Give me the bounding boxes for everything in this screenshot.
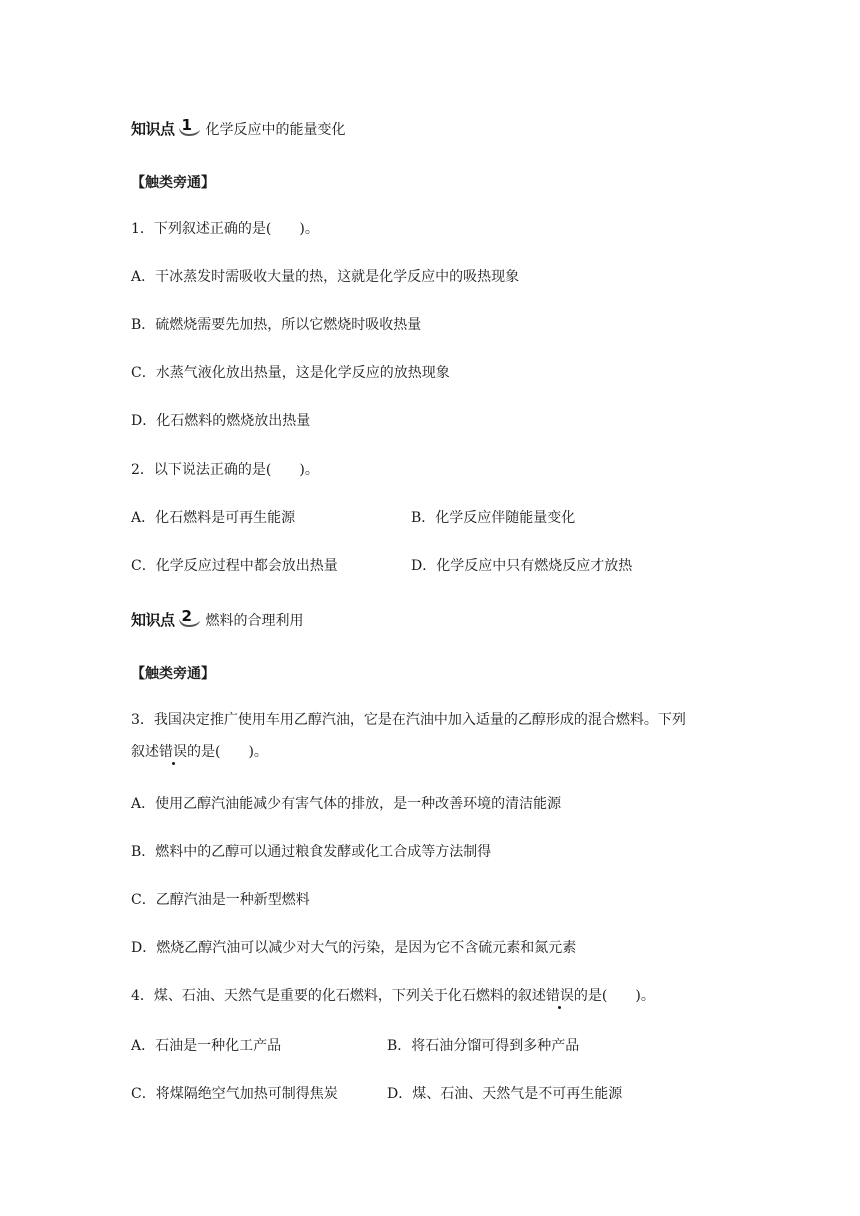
question-2-option-d: D．化学反应中只有燃烧反应才放热	[411, 558, 633, 574]
question-1-option-c: C．水蒸气液化放出热量，这是化学反应的放热现象	[131, 365, 450, 381]
question-3-option-d: D．燃烧乙醇汽油可以减少对大气的污染，是因为它不含硫元素和氮元素	[131, 940, 577, 956]
stem-text: 叙述	[131, 744, 159, 760]
question-2-stem: 2．以下说法正确的是( )。	[131, 462, 319, 478]
emphasized-text: 错误	[545, 988, 574, 1004]
question-4-option-d: D．煤、石油、天然气是不可再生能源	[387, 1086, 623, 1102]
question-3-option-c: C．乙醇汽油是一种新型燃料	[131, 892, 310, 908]
knowledge-point-number: 1	[181, 115, 192, 134]
knowledge-point-tag: 知识点	[131, 611, 175, 629]
stem-text: 4．煤、石油、天然气是重要的化石燃料，下列关于化石燃料的叙述	[131, 988, 546, 1004]
question-3-option-b: B．燃料中的乙醇可以通过粮食发酵或化工合成等方法制得	[131, 844, 492, 860]
section-bracket-label: 【触类旁通】	[131, 175, 215, 191]
number-badge-icon	[176, 606, 202, 630]
question-4-option-b: B．将石油分馏可得到多种产品	[387, 1038, 580, 1054]
knowledge-point-2-heading	[131, 606, 304, 630]
question-2-option-a: A．化石燃料是可再生能源	[131, 510, 296, 526]
question-4-stem	[131, 987, 655, 1005]
question-2-option-b: B．化学反应伴随能量变化	[411, 510, 576, 526]
knowledge-point-title: 燃料的合理利用	[205, 612, 304, 629]
question-2-option-c: C．化学反应过程中都会放出热量	[131, 558, 338, 574]
stem-text: 的是( )。	[573, 988, 655, 1004]
question-3-option-a: A．使用乙醇汽油能减少有害气体的排放，是一种改善环境的清洁能源	[131, 796, 562, 812]
question-1-stem: 1．下列叙述正确的是( )。	[131, 221, 319, 237]
question-3-stem-line-2	[131, 743, 268, 761]
knowledge-point-1-heading	[131, 115, 346, 139]
question-3-stem-line-1: 3．我国决定推广使用车用乙醇汽油，它是在汽油中加入适量的乙醇形成的混合燃料。下列	[131, 712, 686, 728]
question-1-option-b: B．硫燃烧需要先加热，所以它燃烧时吸收热量	[131, 317, 422, 333]
section-bracket-label: 【触类旁通】	[131, 666, 215, 682]
question-1-option-d: D．化石燃料的燃烧放出热量	[131, 413, 311, 429]
stem-text: 的是( )。	[187, 744, 268, 760]
emphasized-text: 错误	[159, 744, 187, 760]
question-1-option-a: A．干冰蒸发时需吸收大量的热，这就是化学反应中的吸热现象	[131, 269, 520, 285]
question-4-option-a: A．石油是一种化工产品	[131, 1038, 282, 1054]
question-4-option-c: C．将煤隔绝空气加热可制得焦炭	[131, 1086, 338, 1102]
knowledge-point-tag: 知识点	[131, 120, 175, 138]
number-badge-icon	[176, 115, 202, 139]
knowledge-point-number: 2	[181, 606, 192, 625]
knowledge-point-title: 化学反应中的能量变化	[205, 121, 346, 138]
